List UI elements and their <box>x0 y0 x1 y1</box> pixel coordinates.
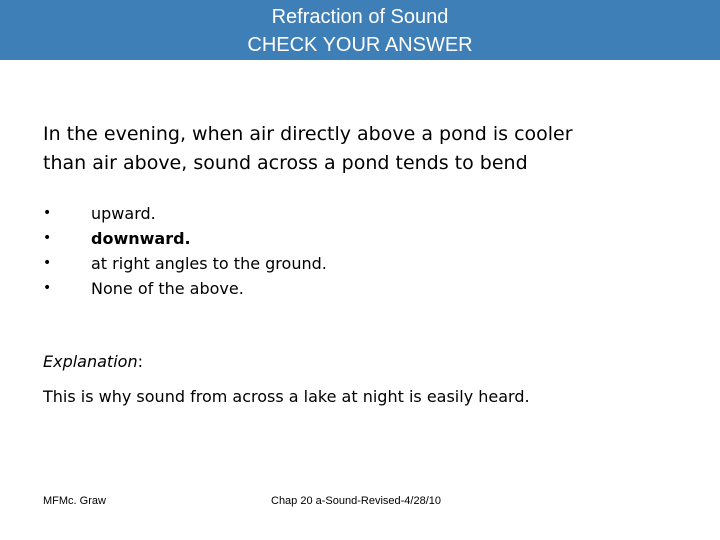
answer-option-right-angles <box>43 251 643 276</box>
explanation-heading <box>43 349 143 374</box>
answer-option-none <box>43 276 643 301</box>
question-line-1: In the evening, when air directly above a pond is cooler <box>43 123 573 145</box>
question-text <box>43 120 693 178</box>
answer-option-upward <box>43 201 643 226</box>
slide-title: Refraction of Sound <box>271 6 449 28</box>
answer-option-text: None of the above. <box>91 279 244 298</box>
bullet-icon: • <box>43 255 52 271</box>
answer-option-text: downward. <box>91 229 191 248</box>
bullet-icon: • <box>43 280 52 296</box>
explanation-colon: : <box>137 352 143 371</box>
slide-header <box>0 0 720 60</box>
answer-options-list <box>43 201 643 301</box>
question-line-2: than air above, sound across a pond tends to bend <box>43 152 528 174</box>
answer-option-downward-correct <box>43 226 643 251</box>
bullet-icon: • <box>43 205 52 221</box>
explanation-text: This is why sound from across a lake at night is easily heard. <box>43 387 530 406</box>
answer-option-text: upward. <box>91 204 156 223</box>
answer-option-text: at right angles to the ground. <box>91 254 327 273</box>
bullet-icon: • <box>43 230 52 246</box>
explanation-label: Explanation <box>43 352 138 371</box>
footer-chapter: Chap 20 a-Sound-Revised-4/28/10 <box>271 495 442 507</box>
footer-author: MFMc. Graw <box>43 495 106 507</box>
slide-subtitle: CHECK YOUR ANSWER <box>247 34 473 56</box>
